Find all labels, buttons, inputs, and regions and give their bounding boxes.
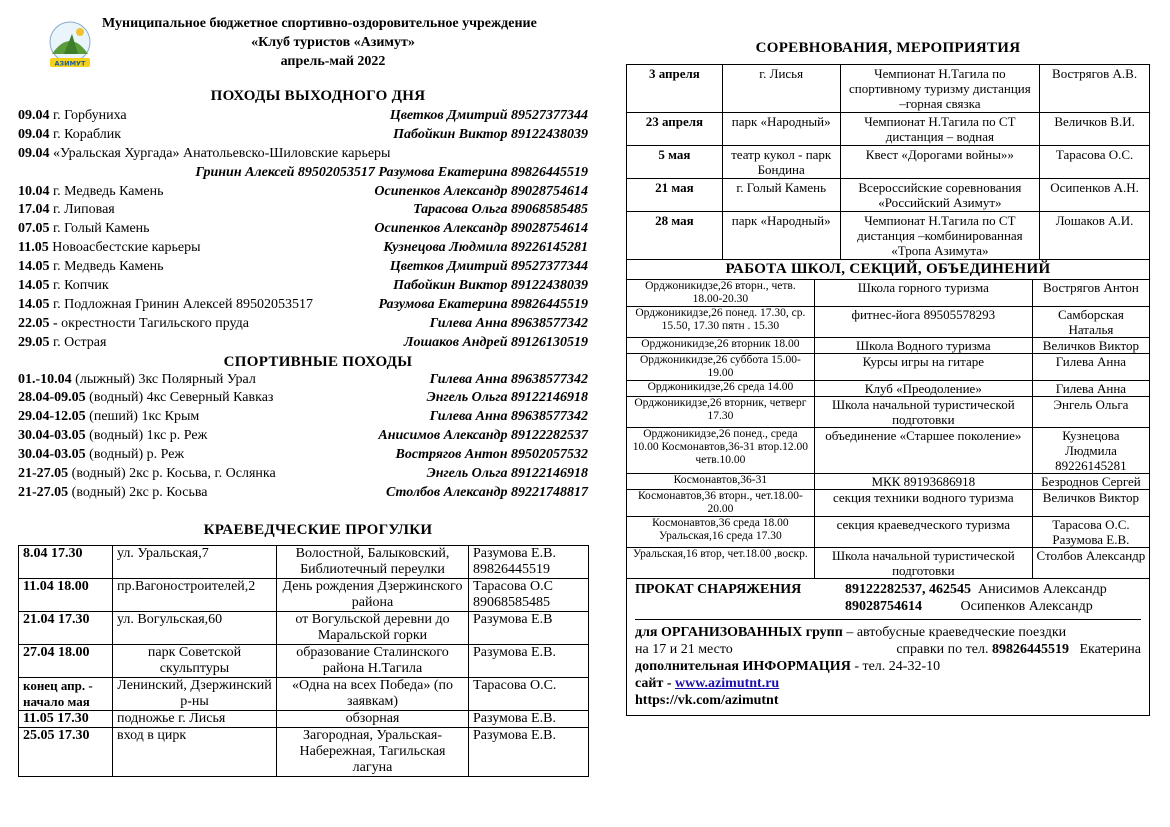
weekend-hike-place: г. Горбуниха [53,108,127,123]
right-column [626,38,1150,716]
sport-hike-leader: Энгель Ольга 89122146918 [426,466,588,482]
weekend-hike-row [18,239,588,258]
school-name: объединение «Старшее поколение» [814,428,1032,474]
walk-topic: образование Сталинского района Н.Тагила [277,644,469,677]
weekend-hike-left [18,334,106,353]
walk-date: 25.05 17.30 [19,727,113,776]
weekend-hike-leader: Цветков Дмитрий 89527377344 [389,108,588,123]
sport-hike-place: (пеший) 1кс Крым [89,409,200,425]
school-row [627,354,1150,381]
walk-topic: обзорная [277,710,469,727]
walk-row [19,677,589,710]
school-row [627,338,1150,354]
school-leader: Энгель Ольга [1032,397,1149,428]
sport-hike-row [18,408,588,427]
school-place: Орджоникидзе,26 вторник 18.00 [627,338,815,354]
event-date: 23 апреля [627,113,723,146]
weekend-hike-leader: Лошаков Андрей 89126130519 [403,334,588,350]
walk-topic: от Вогульской деревни до Маральской горки [277,611,469,644]
event-organizer: Тарасова О.С. [1040,146,1150,179]
sport-hike-leader: Столбов Александр 89221748817 [385,484,588,500]
school-name: секция краеведческого туризма [814,517,1032,548]
weekend-hike-leader: Пабойкин Виктор 89122438039 [393,278,588,294]
sport-hike-date: 29.04-12.05 [18,409,86,425]
rental-block [635,581,1141,620]
walk-guide: Тарасова О.С. [469,677,589,710]
rental-label: ПРОКАТ СНАРЯЖЕНИЯ [635,582,802,597]
walk-date: 27.04 18.00 [19,644,113,677]
period: апрель-май 2022 [280,54,386,69]
weekend-hike-row [18,145,588,164]
school-leader: Тарасова О.С. Разумова Е.В. [1032,517,1149,548]
school-name: фитнес-йога 89505578293 [814,307,1032,338]
walk-row [19,644,589,677]
school-place: Космонавтов,36 вторн., чет.18.00-20.00 [627,490,815,517]
help-phone: 89826445519 [991,642,1069,657]
weekend-hike-leader: Осипенков Александр 89028754614 [374,183,588,199]
walk-date: 11.05 17.30 [19,710,113,727]
school-place: Орджоникидзе,26 суббота 15.00-19.00 [627,354,815,381]
weekend-hike-row [18,164,588,183]
event-date: 3 апреля [627,65,723,113]
walk-topic: Загородная, Уральская-Набережная, Тагильская лагуна [277,727,469,776]
walk-topic: Волостной, Балыковский, Библиотечный переулки [277,545,469,578]
sport-hike-left [18,408,199,427]
weekend-hike-date: 09.04 [18,145,50,161]
sport-hike-row [18,371,588,390]
weekend-hike-place: Новоасбестские карьеры [52,240,201,256]
weekend-hike-row [18,334,588,353]
groups-bold: для ОРГАНИЗОВАННЫХ групп [635,625,843,640]
walk-topic: День рождения Дзержинского района [277,578,469,611]
school-row [627,517,1150,548]
school-row [627,381,1150,397]
event-organizer: Вострягов А.В. [1040,65,1150,113]
svg-text:АЗИМУТ: АЗИМУТ [54,59,86,68]
walk-place: вход в цирк [113,727,277,776]
event-date: 5 мая [627,146,723,179]
weekend-hike-place: г. Медведь Камень [53,183,164,199]
school-name: секция техники водного туризма [814,490,1032,517]
sport-hikes-title: СПОРТИВНЫЕ ПОХОДЫ [223,353,413,370]
sport-hike-row [18,484,588,503]
sport-hike-leader: Гилева Анна 89638577342 [429,371,588,387]
weekend-hike-leader: Разумова Екатерина 89826445519 [378,296,588,312]
weekend-hike-left [18,239,201,258]
event-organizer: Осипенков А.Н. [1040,179,1150,212]
event-organizer: Величков В.И. [1040,113,1150,146]
weekend-hike-row [18,258,588,277]
sport-hike-place: (водный) р. Реж [89,447,185,463]
sport-hike-date: 21-27.05 [18,466,69,482]
rental-phones1: 89122282537, 462545 [845,582,971,597]
groups-text: – автобусные краеведческие поездки [842,625,1067,640]
walk-place: Ленинский, Дзержинский р-ны [113,677,277,710]
weekend-hike-place: г. Подложная Гринин Алексей 89502053517 [53,296,313,312]
event-place: г. Лисья [722,65,840,113]
weekend-hike-date: 07.05 [18,221,50,237]
weekend-hike-row [18,201,588,220]
rental-name1: Анисимов Александр [978,582,1107,597]
weekend-hike-left [18,107,127,126]
weekend-hike-date: 14.05 [18,259,50,275]
weekend-hike-leader: Кузнецова Людмила 89226145281 [383,240,588,256]
weekend-hike-left [18,126,121,145]
contacts-box [626,579,1150,716]
help-label: справки по тел. [896,642,989,657]
walk-date: конец апр. - начало мая [19,677,113,710]
sport-hike-place: (лыжный) 3кс Полярный Урал [75,371,256,387]
weekend-hike-left [18,201,115,220]
school-row [627,280,1150,307]
weekend-hike-left [18,183,163,202]
school-leader: Безроднов Сергей [1032,474,1149,490]
sport-hike-left [18,427,207,446]
school-name: Курсы игры на гитаре [814,354,1032,381]
weekend-hike-place: «Уральская Хургада» Анатольевско-Шиловские карьеры [53,145,391,161]
sport-hike-place: (водный) 2кс р. Косьва [71,484,208,500]
sport-hike-left [18,371,256,390]
weekend-hike-date: 09.04 [18,108,50,123]
walk-row [19,578,589,611]
sport-hike-leader: Энгель Ольга 89122146918 [426,390,588,406]
weekend-hike-leader: Гринин Алексей 89502053517 Разумова Екатерина 89826445519 [195,164,588,180]
walk-place: пр.Вагоностроителей,2 [113,578,277,611]
weekend-hike-leader: Гилева Анна 89638577342 [429,315,588,331]
walk-place: подножье г. Лисья [113,710,277,727]
school-leader: Гилева Анна [1032,354,1149,381]
groups-line2: на 17 и 21 место [635,642,733,657]
school-leader: Столбов Александр [1032,548,1149,579]
event-name: Чемпионат Н.Тагила по СТ дистанция – водная [840,113,1040,146]
weekend-hike-place: г. Копчик [53,278,109,294]
events-title: СОРЕВНОВАНИЯ, МЕРОПРИЯТИЯ [755,40,1021,56]
school-place: Орджоникидзе,26 вторн., четв. 18.00-20.30 [627,280,815,307]
weekend-hike-left [18,277,109,296]
org-line1: Муниципальное бюджетное спортивно-оздоровительное учреждение [102,16,537,31]
school-name: Клуб «Преодоление» [814,381,1032,397]
walk-topic: «Одна на всех Победа» (по заявкам) [277,677,469,710]
school-place: Космонавтов,36-31 [627,474,815,490]
sport-hike-row [18,446,588,465]
school-place: Уральская,16 втор, чет.18.00 ,воскр. [627,548,815,579]
weekend-hike-date: 14.05 [18,296,50,312]
weekend-hike-place: г. Кораблик [53,126,122,142]
sport-hike-date: 21-27.05 [18,484,69,500]
school-place: Космонавтов,36 среда 18.00 Уральская,16 среда 17.30 [627,517,815,548]
sport-hike-date: 30.04-03.05 [18,428,86,444]
weekend-hike-place: г. Липовая [53,202,115,218]
weekend-hikes-list [18,107,588,353]
weekend-hikes-title: ПОХОДЫ ВЫХОДНОГО ДНЯ [210,88,426,104]
event-row [627,113,1150,146]
event-place: парк «Народный» [722,113,840,146]
event-name: Квест «Дорогами войны»» [840,146,1040,179]
school-leader: Самборская Наталья [1032,307,1149,338]
weekend-hike-row [18,126,588,145]
walk-date: 8.04 17.30 [19,545,113,578]
walk-place: парк Советской скульптуры [113,644,277,677]
weekend-hike-row [18,220,588,239]
logo-icon [44,20,96,70]
school-row [627,474,1150,490]
event-row [627,146,1150,179]
walk-guide: Разумова Е.В. 89826445519 [469,545,589,578]
sport-hike-left [18,484,208,503]
site-link[interactable]: www.azimutnt.ru [675,676,780,691]
weekend-hike-left [18,145,390,164]
event-row [627,65,1150,113]
sport-hike-row [18,389,588,408]
weekend-hike-date: 17.04 [18,202,50,218]
event-place: парк «Народный» [722,212,840,260]
org-line2: «Клуб туристов «Азимут» [251,35,415,50]
sport-hike-left [18,389,273,408]
school-leader: Гилева Анна [1032,381,1149,397]
school-row [627,490,1150,517]
schools-title: РАБОТА ШКОЛ, СЕКЦИЙ, ОБЪЕДИНЕНИЙ [626,260,1150,279]
walk-row [19,727,589,776]
weekend-hike-row [18,277,588,296]
more-info-bold: дополнительная ИНФОРМАЦИЯ [635,659,851,674]
school-leader: Вострягов Антон [1032,280,1149,307]
weekend-hike-left [18,296,313,315]
school-name: МКК 89193686918 [814,474,1032,490]
weekend-hike-date: 14.05 [18,278,50,294]
site-label: сайт - [635,676,675,691]
weekend-hike-left [18,315,249,334]
school-name: Школа начальной туристической подготовки [814,397,1032,428]
weekend-hike-place: окрестности Тагильского пруда [61,315,250,331]
weekend-hike-left [18,258,163,277]
event-name: Чемпионат Н.Тагила по СТ дистанция –комбинированная «Тропа Азимута» [840,212,1040,260]
walk-row [19,545,589,578]
event-name: Чемпионат Н.Тагила по спортивному туризму дистанция –горная связка [840,65,1040,113]
school-place: Орджоникидзе,26 среда 14.00 [627,381,815,397]
sport-hike-leader: Анисимов Александр 89122282537 [378,428,588,444]
sport-hike-row [18,427,588,446]
local-walks-title: КРАЕВЕДЧЕСКИЕ ПРОГУЛКИ [203,521,433,538]
sport-hike-date: 28.04-09.05 [18,390,86,406]
weekend-hike-row [18,107,588,126]
school-place: Орджоникидзе,26 понед. 17.30, ср. 15.50, 17.30 пятн . 15.30 [627,307,815,338]
rental-phones2: 89028754614 [845,599,922,614]
local-walks-table [18,545,589,777]
walk-place: ул. Вогульская,60 [113,611,277,644]
weekend-hike-place: г. Острая [53,334,107,350]
school-name: Школа начальной туристической подготовки [814,548,1032,579]
weekend-hike-place: г. Голый Камень [53,221,150,237]
sport-hike-leader: Гилева Анна 89638577342 [429,409,588,425]
walk-guide: Тарасова О.С 89068585485 [469,578,589,611]
event-date: 21 мая [627,179,723,212]
weekend-hike-date: 22.05 - [18,315,58,331]
sport-hike-date: 01.-10.04 [18,371,72,387]
walk-row [19,710,589,727]
club-logo [44,20,96,70]
event-organizer: Лошаков А.И. [1040,212,1150,260]
school-place: Орджоникидзе,26 понед., среда 10.00 Космонавтов,36-31 втор.12.00 четв.10.00 [627,428,815,474]
walk-date: 11.04 18.00 [19,578,113,611]
weekend-hike-leader: Осипенков Александр 89028754614 [374,221,588,237]
weekend-hike-date: 29.05 [18,334,50,350]
walk-row [19,611,589,644]
schools-table [626,279,1150,579]
vk-link[interactable]: https://vk.com/azimutnt [635,693,779,708]
sport-hike-place: (водный) 1кс р. Реж [89,428,208,444]
weekend-hike-date: 10.04 [18,183,50,199]
walk-guide: Разумова Е.В. [469,710,589,727]
rental-name2: Осипенков Александр [960,599,1093,614]
walk-place: ул. Уральская,7 [113,545,277,578]
school-leader: Величков Виктор [1032,338,1149,354]
school-place: Орджоникидзе,26 вторник, четверг 17.30 [627,397,815,428]
left-column [18,14,588,777]
school-leader: Величков Виктор [1032,490,1149,517]
weekend-hike-leader: Цветков Дмитрий 89527377344 [389,259,588,275]
sport-hike-left [18,465,276,484]
event-place: театр кукол - парк Бондина [722,146,840,179]
sport-hike-date: 30.04-03.05 [18,447,86,463]
sport-hikes-list [18,371,588,503]
walk-guide: Разумова Е.В [469,611,589,644]
sport-hike-row [18,465,588,484]
weekend-hike-left [18,220,150,239]
event-date: 28 мая [627,212,723,260]
sport-hike-place: (водный) 4кс Северный Кавказ [89,390,274,406]
weekend-hike-place: г. Медведь Камень [53,259,164,275]
event-row [627,179,1150,212]
school-name: Школа горного туризма [814,280,1032,307]
weekend-hike-date: 09.04 [18,126,50,142]
walk-date: 21.04 17.30 [19,611,113,644]
sport-hike-leader: Вострягов Антон 89502057532 [395,447,588,463]
weekend-hike-leader: Пабойкин Виктор 89122438039 [393,126,588,142]
weekend-hike-row [18,296,588,315]
event-row [627,212,1150,260]
more-info-text: - тел. 24-32-10 [850,659,941,674]
walk-guide: Разумова Е.В. [469,644,589,677]
school-row [627,428,1150,474]
walk-guide: Разумова Е.В. [469,727,589,776]
weekend-hike-row [18,315,588,334]
event-name: Всероссийские соревнования «Российский Азимут» [840,179,1040,212]
school-leader: Кузнецова Людмила 89226145281 [1032,428,1149,474]
weekend-hike-row [18,183,588,202]
weekend-hike-leader: Тарасова Ольга 89068585485 [413,202,588,218]
school-row [627,548,1150,579]
sport-hike-left [18,446,184,465]
school-name: Школа Водного туризма [814,338,1032,354]
school-row [627,307,1150,338]
sport-hike-place: (водный) 2кс р. Косьва, г. Ослянка [71,466,276,482]
help-name: Екатерина [1079,642,1141,657]
school-row [627,397,1150,428]
events-table [626,64,1150,260]
weekend-hike-date: 11.05 [18,240,49,256]
event-place: г. Голый Камень [722,179,840,212]
